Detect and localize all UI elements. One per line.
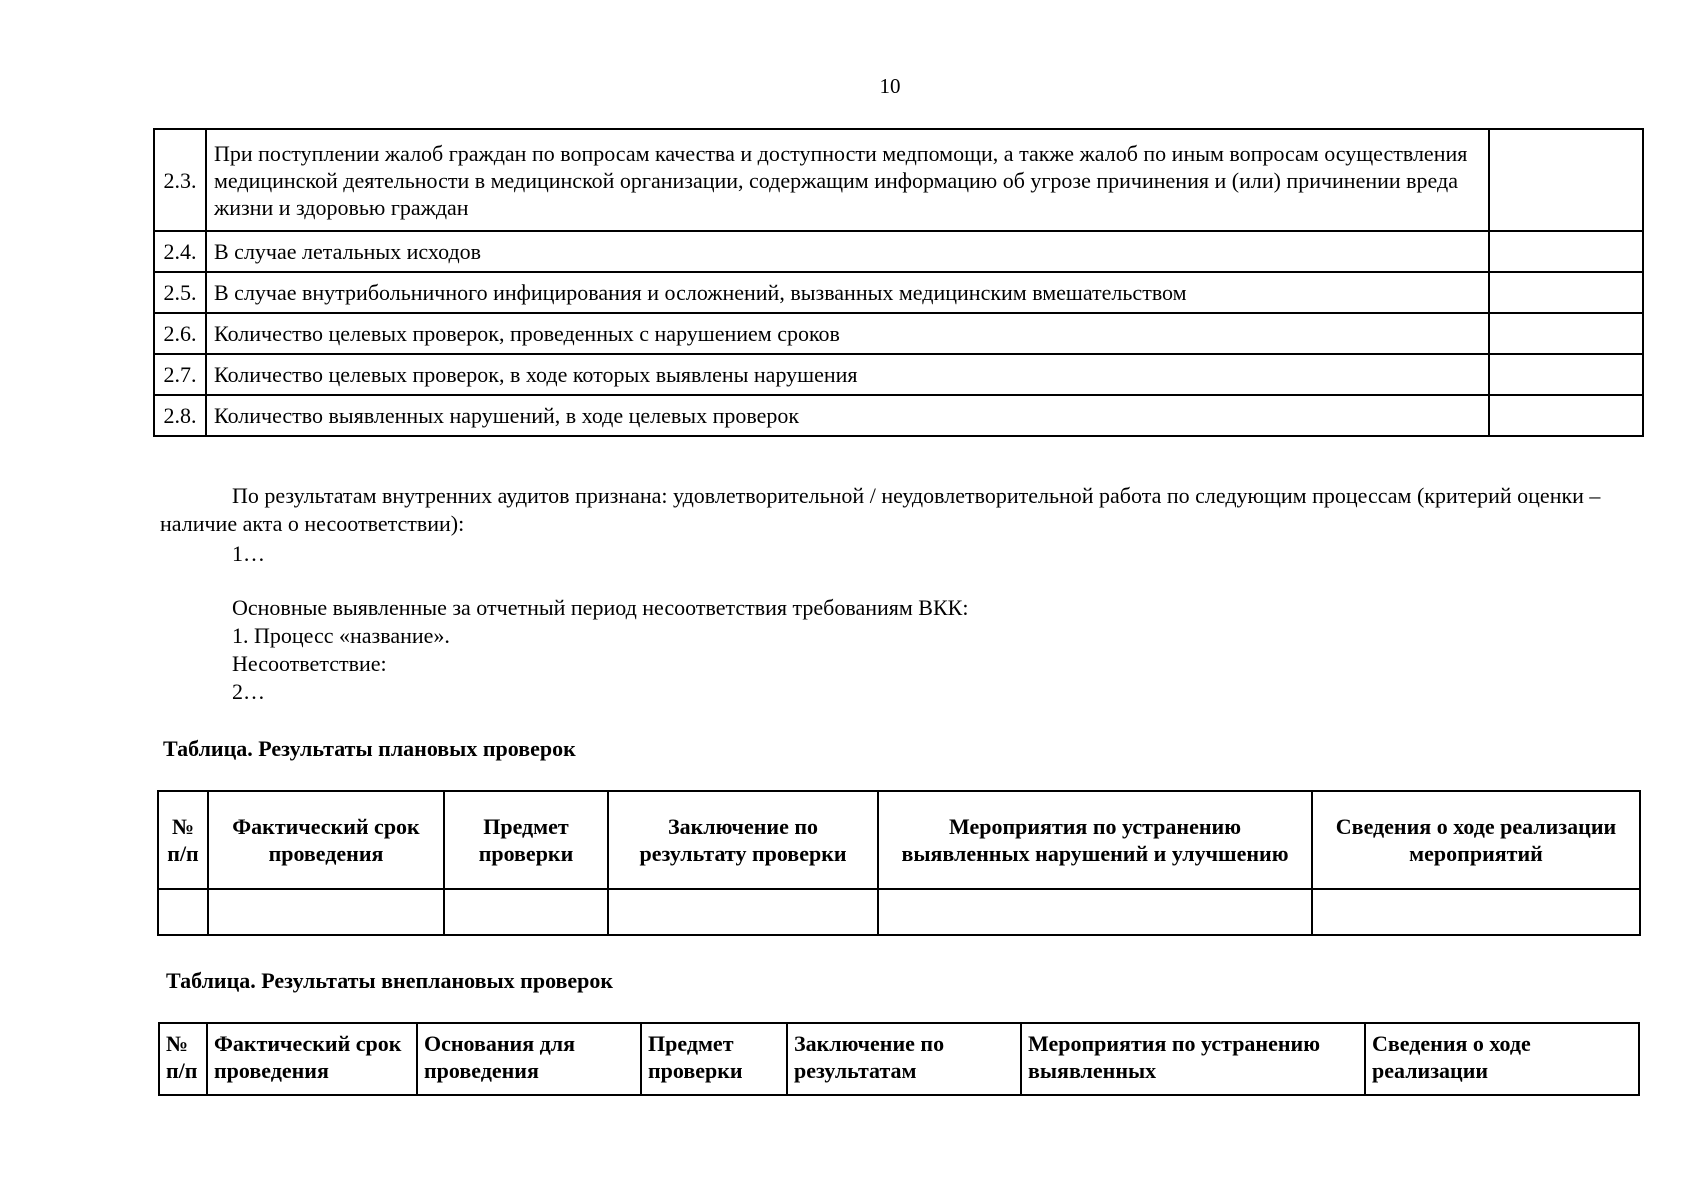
row-value bbox=[1489, 272, 1643, 313]
col-header: Предмет проверки bbox=[641, 1023, 787, 1095]
col-header: Фактический срок проведения bbox=[208, 791, 444, 889]
col-header: Предмет проверки bbox=[444, 791, 608, 889]
col-header: Мероприятия по устранению выявленных нарушений и улучшению bbox=[878, 791, 1312, 889]
table-cell bbox=[608, 889, 878, 935]
table-cell bbox=[158, 889, 208, 935]
col-header: Мероприятия по устранению выявленных bbox=[1021, 1023, 1365, 1095]
indicators-table bbox=[153, 128, 1644, 437]
row-text: Количество целевых проверок, проведенных с нарушением сроков bbox=[206, 313, 1489, 354]
col-header: Заключение по результатам bbox=[787, 1023, 1021, 1095]
table-cell bbox=[1312, 889, 1640, 935]
row-value bbox=[1489, 354, 1643, 395]
row-value bbox=[1489, 395, 1643, 436]
row-number: 2.6. bbox=[154, 313, 206, 354]
table-row bbox=[154, 129, 1643, 231]
row-number: 2.5. bbox=[154, 272, 206, 313]
row-text: При поступлении жалоб граждан по вопросам качества и доступности медпомощи, а также жалоб по иным вопросам осуществления медицинской деятельности в медицинской организации, содержащим информацию об угрозе причинения и (или) причинении вреда жизни и здоровью граждан bbox=[206, 129, 1489, 231]
table-row bbox=[154, 313, 1643, 354]
planned-checks-table bbox=[157, 790, 1641, 936]
audit-item: 1… bbox=[232, 541, 265, 566]
unplanned-table-caption: Таблица. Результаты внеплановых проверок bbox=[166, 968, 614, 993]
row-number: 2.8. bbox=[154, 395, 206, 436]
row-value bbox=[1489, 129, 1643, 231]
table-row bbox=[154, 395, 1643, 436]
audit-paragraph: По результатам внутренних аудитов признана: удовлетворительной / неудовлетворительной работа по следующим процессам (критерий оценки – наличие акта о несоответствии): bbox=[160, 483, 1601, 536]
table-row bbox=[154, 231, 1643, 272]
planned-table-caption: Таблица. Результаты плановых проверок bbox=[163, 736, 576, 761]
table-cell bbox=[444, 889, 608, 935]
row-text: В случае внутрибольничного инфицирования и осложнений, вызванных медицинским вмешательством bbox=[206, 272, 1489, 313]
row-text: Количество целевых проверок, в ходе которых выявлены нарушения bbox=[206, 354, 1489, 395]
row-number: 2.3. bbox=[154, 129, 206, 231]
col-header: Фактический срок проведения bbox=[207, 1023, 417, 1095]
col-header: Сведения о ходе реализации bbox=[1365, 1023, 1639, 1095]
row-text: Количество выявленных нарушений, в ходе целевых проверок bbox=[206, 395, 1489, 436]
table-row bbox=[154, 272, 1643, 313]
nonconformity-item: 1. Процесс «название». bbox=[232, 623, 450, 648]
nonconformity-heading: Основные выявленные за отчетный период несоответствия требованиям ВКК: bbox=[232, 595, 969, 620]
col-header: Основания для проведения bbox=[417, 1023, 641, 1095]
row-number: 2.7. bbox=[154, 354, 206, 395]
table-cell bbox=[208, 889, 444, 935]
table-header-row bbox=[159, 1023, 1639, 1095]
table-row bbox=[158, 889, 1640, 935]
nonconformity-label: Несоответствие: bbox=[232, 651, 387, 676]
col-header: № п/п bbox=[158, 791, 208, 889]
row-value bbox=[1489, 313, 1643, 354]
row-text: В случае летальных исходов bbox=[206, 231, 1489, 272]
col-header: Сведения о ходе реализации мероприятий bbox=[1312, 791, 1640, 889]
table-row bbox=[154, 354, 1643, 395]
col-header: № п/п bbox=[159, 1023, 207, 1095]
page-number: 10 bbox=[879, 74, 901, 98]
unplanned-checks-table bbox=[158, 1022, 1640, 1096]
row-value bbox=[1489, 231, 1643, 272]
col-header: Заключение по результату проверки bbox=[608, 791, 878, 889]
table-cell bbox=[878, 889, 1312, 935]
nonconformity-item: 2… bbox=[232, 679, 265, 704]
row-number: 2.4. bbox=[154, 231, 206, 272]
table-header-row bbox=[158, 791, 1640, 889]
